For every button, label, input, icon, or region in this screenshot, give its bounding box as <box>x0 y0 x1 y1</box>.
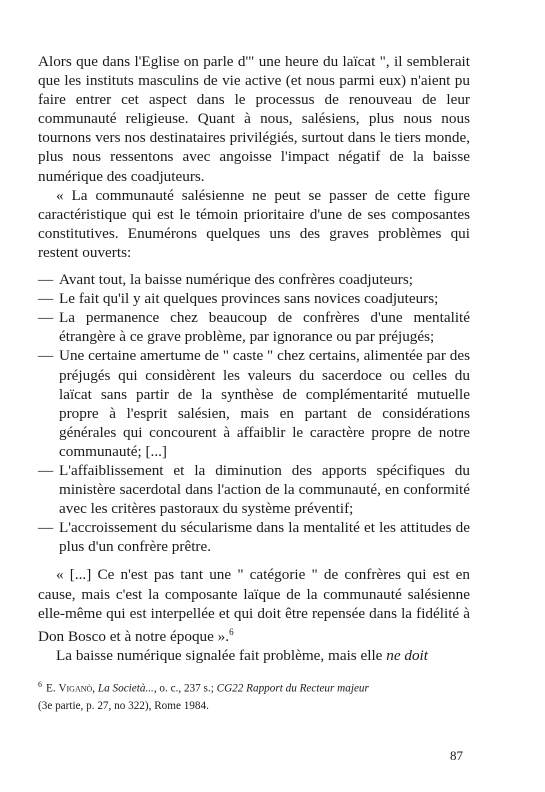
problems-list <box>38 270 470 556</box>
paragraph-quote-intro: « La communauté salésienne ne peut se passer de cette figure caractéristique qui est le témoin prioritaire d'une de ses composantes constitutives. Enumérons quelques uns des graves problèmes qui restent ouverts: <box>38 186 470 261</box>
body-text <box>38 52 470 665</box>
footnote-mark: 6 <box>38 680 42 689</box>
footnote-title: La Società..., <box>97 682 157 695</box>
paragraph-baisse: La baisse numérique signalée fait problème, mais elle ne doit <box>56 646 428 664</box>
list-item: — Le fait qu'il y ait quelques provinces sans novices coadjuteurs; <box>38 290 439 308</box>
footnote-author: Viganò, <box>58 682 96 695</box>
footnote: $^6$ E. Viganò, La Società..., o. c., 237 s.; CG22 Rapport du Recteur majeur (3e partie, p. 27, no 322), Rome 1984. <box>38 680 369 712</box>
list-item: — L'affaiblissement et la diminution des apports spécifiques du ministère sacerdotal dans l'action de la communauté, en conformité avec les critères pastoraux du système préventif; <box>38 461 470 518</box>
list-item: — Avant tout, la baisse numérique des confrères coadjuteurs; <box>38 271 413 289</box>
footnote-reference[interactable]: 6 <box>229 626 234 637</box>
paragraph-categorie: « [...] Ce n'est pas tant une " catégorie " de confrères qui est en cause, mais c'est la composante laïque de la communauté salésienne elle-même qui est interpellée et qui doit être repensée dans la fidélité à Don Bosco et à notre époque ».$^6$ <box>38 566 470 645</box>
list-item: — La permanence chez beaucoup de confrères d'une mentalité étrangère à ce grave problème, par ignorance ou par préjugés; <box>38 309 470 346</box>
page-number: 87 <box>450 748 463 763</box>
footnote-title: CG22 Rapport du Recteur majeur <box>216 682 369 695</box>
list-item: — Une certaine amertume de " caste " chez certains, alimentée par des préjugés qui considèrent les valeurs du sacerdoce ou celles du laïcat sans partir de la synthèse de complémentarité mutuelle propre à l'esprit salésien, mais en partant de considérations générales qui concourent à affaiblir le caractère propre de notre communauté; [...] <box>38 347 470 460</box>
paragraph-laicat: Alors que dans l'Eglise on parle d'" une heure du laïcat ", il semblerait que les instituts masculins de vie active (et nous parmi eux) n'aient pu faire entrer cet aspect dans le processus de renouveau de leur communauté religieuse. Quant à nous, salésiens, plus nous nous tournons vers nos destinataires privilégiés, surtout dans le tiers monde, plus nous ressentons avec angoisse l'impact négatif de la baisse numérique des coadjuteurs. <box>38 53 470 185</box>
list-item: — L'accroissement du sécularisme dans la mentalité et les attitudes de plus d'un confrère prêtre. <box>38 519 470 556</box>
